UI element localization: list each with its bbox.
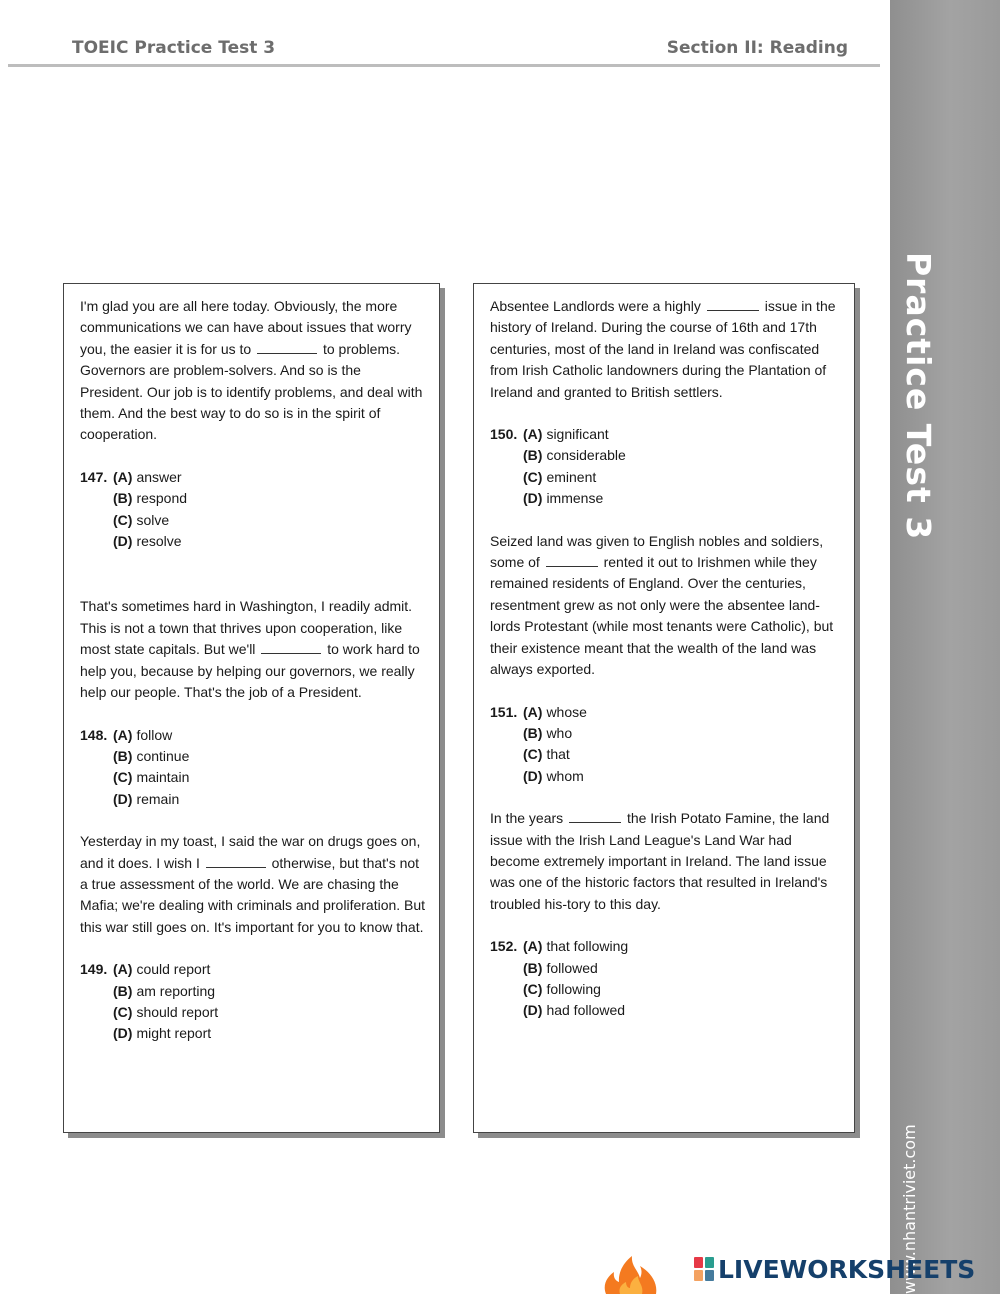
header-title-right: Section II: Reading xyxy=(666,38,848,58)
blank-148[interactable] xyxy=(261,641,321,654)
question-150 xyxy=(490,424,842,510)
liveworksheets-brand: LIVEWORKSHEETS xyxy=(718,1254,976,1284)
blank-152[interactable] xyxy=(569,810,621,823)
option-c[interactable]: (C) eminent xyxy=(523,468,597,485)
option-a[interactable]: (A) follow xyxy=(113,726,173,743)
option-a[interactable]: (A) could report xyxy=(113,961,211,978)
liveworksheets-logo[interactable] xyxy=(694,1254,975,1284)
option-b[interactable]: (B) who xyxy=(523,724,573,741)
option-b[interactable]: (B) respond xyxy=(113,490,188,507)
question-number: 149. xyxy=(80,961,108,978)
passage-152: In the years the Irish Potato Famine, the land issue with the Irish Land League's Land War had become extremely important in Ireland. The land issue was one of the historic factors that resulted in Ireland's troubled his-tory to this day. xyxy=(490,810,830,912)
option-c[interactable]: (C) following xyxy=(523,980,601,997)
option-b[interactable]: (B) followed xyxy=(523,959,598,976)
question-number: 148. xyxy=(80,726,108,743)
question-152 xyxy=(490,936,842,1022)
blank-150[interactable] xyxy=(707,298,759,311)
option-a[interactable]: (A) significant xyxy=(523,426,609,443)
option-a[interactable]: (A) that following xyxy=(523,938,629,955)
question-148 xyxy=(80,725,427,811)
option-a[interactable]: (A) answer xyxy=(113,468,182,485)
side-tab-title: Practice Test 3 xyxy=(899,252,938,541)
header-divider xyxy=(8,64,880,67)
blank-147[interactable] xyxy=(257,341,317,354)
option-a[interactable]: (A) whose xyxy=(523,703,587,720)
option-c[interactable]: (C) maintain xyxy=(113,769,190,786)
question-151 xyxy=(490,702,842,788)
passage-148: That's sometimes hard in Washington, I readily admit. This is not a town that thrives upon cooperation, like most state capitals. But we'll to work hard to help you, because by helping our governors, we really help our people. That's the job of a President. xyxy=(80,598,420,701)
option-c[interactable]: (C) should report xyxy=(113,1003,219,1020)
passage-151: Seized land was given to English nobles and soldiers, some of rented it out to Irishmen while they remained residents of England. Over the centuries, resentment grew as not only were the absentee land-lords Protestant (while most tenants were Catholic), but their existence meant that the wealth of the land was always exported. xyxy=(490,532,834,678)
side-tab-website: www.nhantriviet.com xyxy=(900,1124,919,1294)
question-147 xyxy=(80,467,427,553)
left-passage-box xyxy=(63,283,440,1133)
option-d[interactable]: (D) might report xyxy=(113,1025,212,1042)
option-c[interactable]: (C) that xyxy=(523,746,570,763)
option-d[interactable]: (D) had followed xyxy=(523,1002,626,1019)
liveworksheets-icon xyxy=(694,1257,714,1281)
blank-149[interactable] xyxy=(206,855,266,868)
option-d[interactable]: (D) resolve xyxy=(113,533,182,550)
passage-147: I'm glad you are all here today. Obviously, the more communications we can have about issues that worry you, the easier it is for us to to problems. Governors are problem-solvers. And so is the President. Our job is to identify problems, and deal with them. And the best way to do so is in the spirit of cooperation. xyxy=(80,298,423,443)
header-title-left: TOEIC Practice Test 3 xyxy=(72,38,276,58)
option-d[interactable]: (D) immense xyxy=(523,490,604,507)
question-number: 152. xyxy=(490,938,518,955)
option-d[interactable]: (D) remain xyxy=(113,790,180,807)
flame-icon xyxy=(600,1248,664,1294)
passage-149: Yesterday in my toast, I said the war on drugs goes on, and it does. I wish I otherwise, but that's not a true assessment of the world. We are chasing the Mafia; we're dealing with criminals and proliferation. But this war still goes on. It's important for you to know that. xyxy=(80,833,426,935)
question-number: 150. xyxy=(490,426,518,443)
question-number: 151. xyxy=(490,703,518,720)
option-c[interactable]: (C) solve xyxy=(113,511,170,528)
right-passage-box xyxy=(473,283,855,1133)
option-b[interactable]: (B) am reporting xyxy=(113,982,216,999)
blank-151[interactable] xyxy=(546,554,598,567)
option-b[interactable]: (B) continue xyxy=(113,747,190,764)
question-149 xyxy=(80,959,427,1045)
option-b[interactable]: (B) considerable xyxy=(523,447,626,464)
option-d[interactable]: (D) whom xyxy=(523,767,584,784)
passage-150: Absentee Landlords were a highly issue in the history of Ireland. During the course of 16th and 17th centuries, most of the land in Ireland was confiscated from Irish Catholic landowners during the Plantation of Ireland and granted to British settlers. xyxy=(490,298,836,400)
question-number: 147. xyxy=(80,468,108,485)
